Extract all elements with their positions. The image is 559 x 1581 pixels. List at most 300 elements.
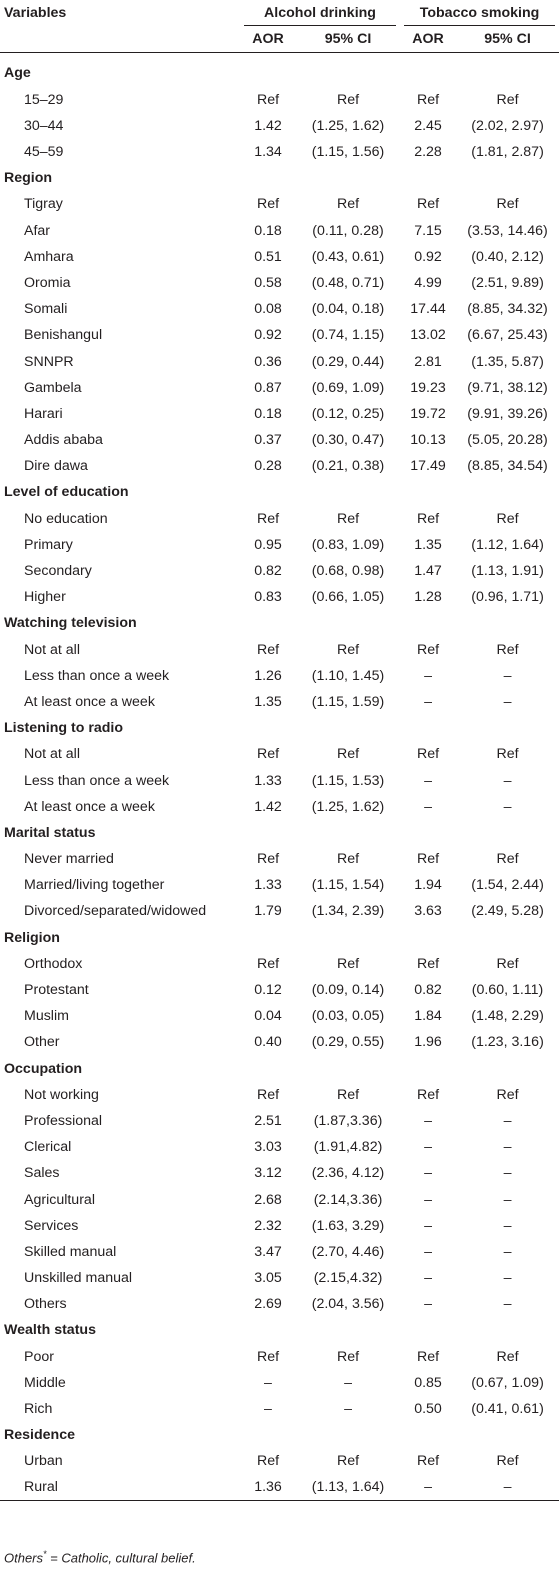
tobacco-ci-cell: (1.54, 2.44) xyxy=(471,877,544,894)
alcohol-ci-cell: (0.69, 1.09) xyxy=(311,379,385,396)
alcohol-ci-cell: Ref xyxy=(336,746,360,763)
tobacco-aor-cell: – xyxy=(424,798,432,815)
alcohol-ci-cell: (0.29, 0.55) xyxy=(311,1034,385,1051)
row-label: Protestant xyxy=(24,982,89,999)
alcohol-ci-cell: (0.11, 0.28) xyxy=(312,222,384,239)
alcohol-aor-cell: – xyxy=(264,1401,272,1418)
tobacco-aor-cell: – xyxy=(424,1270,432,1287)
table-row xyxy=(0,1134,559,1160)
tobacco-ci-cell: (5.05, 20.28) xyxy=(467,432,548,449)
category-label: Wealth status xyxy=(4,1322,96,1339)
row-label: Gambela xyxy=(24,379,82,396)
tobacco-aor-cell: Ref xyxy=(416,1086,440,1103)
row-label: Muslim xyxy=(24,1008,69,1025)
tobacco-ci-cell: (3.53, 14.46) xyxy=(467,222,548,239)
table-row xyxy=(0,1448,559,1474)
tobacco-ci-cell: – xyxy=(503,1243,512,1260)
tobacco-aor-cell: 2.45 xyxy=(414,117,442,134)
table-row xyxy=(0,87,559,113)
table-row xyxy=(0,1160,559,1186)
tobacco-ci-cell: – xyxy=(503,1191,512,1208)
tobacco-ci-cell: Ref xyxy=(496,955,519,972)
alcohol-aor-cell: 1.34 xyxy=(254,144,282,161)
alcohol-ci-cell: (0.29, 0.44) xyxy=(311,353,385,370)
row-label: Amhara xyxy=(24,248,74,265)
tobacco-aor-cell: 0.85 xyxy=(414,1374,442,1391)
alcohol-aor-cell: 0.37 xyxy=(254,432,282,449)
alcohol-aor-cell: 1.42 xyxy=(254,798,282,815)
row-label: Orthodox xyxy=(24,955,83,972)
row-label: Middle xyxy=(24,1374,66,1391)
table-row xyxy=(0,741,559,767)
tobacco-ci-cell: Ref xyxy=(496,746,519,763)
table-row xyxy=(0,1003,559,1029)
category-label: Occupation xyxy=(4,1060,83,1077)
table-row xyxy=(0,663,559,689)
alcohol-aor-cell: 2.68 xyxy=(254,1191,282,1208)
category-row xyxy=(0,1317,559,1343)
footnote-text: = Catholic, cultural belief. xyxy=(46,1550,196,1566)
table-row xyxy=(0,1291,559,1317)
tobacco-aor-cell: 13.02 xyxy=(410,327,446,344)
alcohol-ci-cell: Ref xyxy=(336,851,360,868)
alcohol-ci-cell: (1.87,3.36) xyxy=(313,1112,383,1129)
tobacco-ci-cell: – xyxy=(503,1479,512,1496)
tobacco-ci-cell: Ref xyxy=(496,510,519,527)
alcohol-aor-cell: 1.35 xyxy=(254,693,282,710)
category-row xyxy=(0,610,559,636)
row-label: Dire dawa xyxy=(24,458,88,475)
category-row xyxy=(0,715,559,741)
table-row xyxy=(0,427,559,453)
table-row xyxy=(0,689,559,715)
tobacco-aor-cell: 10.13 xyxy=(410,432,446,449)
tobacco-ci-cell: Ref xyxy=(496,641,519,658)
tobacco-ci-cell: (1.13, 1.91) xyxy=(471,563,544,580)
tobacco-aor-header: AOR xyxy=(412,31,444,48)
variables-header: Variables xyxy=(4,5,67,22)
row-label: Rich xyxy=(24,1401,53,1418)
tobacco-ci-cell: (8.85, 34.32) xyxy=(467,301,548,318)
alcohol-aor-cell: 0.92 xyxy=(254,327,282,344)
table-row xyxy=(0,1029,559,1055)
alcohol-ci-cell: (1.63, 3.29) xyxy=(311,1217,385,1234)
table-row xyxy=(0,296,559,322)
table-row xyxy=(0,1186,559,1212)
tobacco-aor-cell: 1.47 xyxy=(414,563,442,580)
tobacco-ci-cell: (2.02, 2.97) xyxy=(471,117,544,134)
alcohol-aor-cell: 2.69 xyxy=(254,1296,282,1313)
tobacco-aor-cell: Ref xyxy=(416,196,440,213)
alcohol-aor-cell: Ref xyxy=(256,510,280,527)
alcohol-ci-cell: Ref xyxy=(336,1348,360,1365)
alcohol-aor-cell: 0.12 xyxy=(254,982,282,999)
tobacco-aor-cell: 19.23 xyxy=(410,379,446,396)
table-row xyxy=(0,1370,559,1396)
alcohol-aor-cell: 2.51 xyxy=(254,1112,282,1129)
row-label: Higher xyxy=(24,589,66,606)
table-row xyxy=(0,872,559,898)
alcohol-drinking-header xyxy=(240,0,400,26)
row-label: Urban xyxy=(24,1453,63,1470)
tobacco-ci-cell: – xyxy=(503,667,512,684)
tobacco-ci-cell: – xyxy=(503,693,512,710)
alcohol-aor-cell: 0.51 xyxy=(254,248,282,265)
alcohol-aor-cell: 0.36 xyxy=(254,353,282,370)
alcohol-ci-cell: (0.04, 0.18) xyxy=(311,301,385,318)
tobacco-ci-cell: – xyxy=(503,1296,512,1313)
alcohol-aor-cell: 0.95 xyxy=(254,536,282,553)
alcohol-aor-cell: 1.36 xyxy=(254,1479,282,1496)
table-row xyxy=(0,348,559,374)
tobacco-ci-cell: (0.67, 1.09) xyxy=(471,1374,544,1391)
alcohol-aor-cell: 0.28 xyxy=(254,458,282,475)
row-label: Sales xyxy=(24,1165,60,1182)
alcohol-drinking-label: Alcohol drinking xyxy=(244,1,396,26)
row-label: Rural xyxy=(24,1479,58,1496)
tobacco-aor-cell: Ref xyxy=(416,955,440,972)
alcohol-ci-cell: (2.70, 4.46) xyxy=(311,1243,385,1260)
row-label: 30–44 xyxy=(24,117,64,134)
tobacco-aor-cell: – xyxy=(424,1296,432,1313)
table-row xyxy=(0,270,559,296)
row-label: SNNPR xyxy=(24,353,74,370)
tobacco-aor-cell: Ref xyxy=(416,91,440,108)
tobacco-ci-cell: (1.12, 1.64) xyxy=(471,536,544,553)
alcohol-ci-cell: (2.14,3.36) xyxy=(313,1191,383,1208)
alcohol-aor-cell: Ref xyxy=(256,1086,280,1103)
alcohol-aor-cell: 3.47 xyxy=(254,1243,282,1260)
alcohol-ci-cell: (1.13, 1.64) xyxy=(311,1479,385,1496)
table-row xyxy=(0,218,559,244)
alcohol-aor-cell: 1.33 xyxy=(254,772,282,789)
table-row xyxy=(0,637,559,663)
tobacco-ci-cell: (1.81, 2.87) xyxy=(471,144,544,161)
alcohol-aor-cell: 1.33 xyxy=(254,877,282,894)
row-label: Skilled manual xyxy=(24,1243,117,1260)
alcohol-aor-cell: 0.82 xyxy=(254,563,282,580)
alcohol-ci-cell: (1.91,4.82) xyxy=(313,1139,383,1156)
table-row xyxy=(0,1396,559,1422)
table-row xyxy=(0,1239,559,1265)
tobacco-aor-cell: 1.84 xyxy=(414,1008,442,1025)
alcohol-ci-cell: Ref xyxy=(336,91,360,108)
category-row xyxy=(0,479,559,505)
table-row xyxy=(0,767,559,793)
tobacco-aor-cell: 17.44 xyxy=(410,301,446,318)
header-row-groups xyxy=(0,0,559,26)
row-label: No education xyxy=(24,510,108,527)
tobacco-aor-cell: – xyxy=(424,1479,432,1496)
tobacco-ci-cell: (8.85, 34.54) xyxy=(467,458,548,475)
tobacco-aor-cell: – xyxy=(424,667,432,684)
alcohol-aor-cell: – xyxy=(264,1374,272,1391)
alcohol-aor-cell: 1.26 xyxy=(254,667,282,684)
table-header xyxy=(0,0,559,60)
footnote-mark: * xyxy=(43,1549,47,1559)
tobacco-aor-cell: 2.81 xyxy=(414,353,442,370)
alcohol-ci-cell: (1.15, 1.53) xyxy=(311,772,385,789)
alcohol-ci-cell: Ref xyxy=(336,510,360,527)
table-row xyxy=(0,1213,559,1239)
table-row xyxy=(0,898,559,924)
tobacco-smoking-label: Tobacco smoking xyxy=(404,1,555,26)
tobacco-ci-cell: Ref xyxy=(496,196,519,213)
category-label: Age xyxy=(4,65,31,82)
alcohol-ci-header: 95% CI xyxy=(324,31,372,48)
tobacco-aor-cell: 4.99 xyxy=(414,274,442,291)
alcohol-aor-cell: 0.18 xyxy=(254,222,282,239)
alcohol-aor-cell: 0.18 xyxy=(254,405,282,422)
table-row xyxy=(0,322,559,348)
row-label: Primary xyxy=(24,536,73,553)
alcohol-ci-cell: (1.34, 2.39) xyxy=(311,903,385,920)
tobacco-ci-cell: Ref xyxy=(496,1348,519,1365)
category-label: Listening to radio xyxy=(4,720,124,737)
tobacco-ci-cell: (1.35, 5.87) xyxy=(471,353,544,370)
category-label: Region xyxy=(4,170,53,187)
category-row xyxy=(0,165,559,191)
tobacco-ci-cell: (0.41, 0.61) xyxy=(471,1401,544,1418)
tobacco-aor-cell: 1.28 xyxy=(414,589,442,606)
alcohol-aor-cell: 2.32 xyxy=(254,1217,282,1234)
tobacco-ci-cell: (2.49, 5.28) xyxy=(471,903,544,920)
alcohol-aor-cell: Ref xyxy=(256,955,280,972)
table-footnote xyxy=(4,1549,196,1565)
tobacco-aor-cell: 19.72 xyxy=(410,405,446,422)
tobacco-ci-cell: (9.71, 38.12) xyxy=(467,379,548,396)
alcohol-aor-cell: 1.42 xyxy=(254,117,282,134)
tobacco-aor-cell: Ref xyxy=(416,1348,440,1365)
table-row xyxy=(0,846,559,872)
tobacco-aor-cell: – xyxy=(424,1112,432,1129)
alcohol-ci-cell: Ref xyxy=(336,641,360,658)
alcohol-aor-cell: Ref xyxy=(256,196,280,213)
tobacco-aor-cell: Ref xyxy=(416,746,440,763)
row-label: Tigray xyxy=(24,196,63,213)
tobacco-ci-cell: – xyxy=(503,1217,512,1234)
alcohol-aor-cell: 0.08 xyxy=(254,301,282,318)
alcohol-aor-cell: 0.83 xyxy=(254,589,282,606)
tobacco-ci-cell: (0.40, 2.12) xyxy=(471,248,544,265)
alcohol-aor-cell: 0.87 xyxy=(254,379,282,396)
alcohol-aor-cell: 3.03 xyxy=(254,1139,282,1156)
table-row xyxy=(0,1108,559,1134)
tobacco-ci-cell: (1.48, 2.29) xyxy=(471,1008,544,1025)
alcohol-aor-cell: 0.58 xyxy=(254,274,282,291)
alcohol-ci-cell: – xyxy=(344,1401,352,1418)
tobacco-ci-cell: (0.96, 1.71) xyxy=(471,589,544,606)
category-row xyxy=(0,820,559,846)
row-label: Others xyxy=(24,1296,67,1313)
category-label: Watching television xyxy=(4,615,137,632)
tobacco-aor-cell: – xyxy=(424,693,432,710)
row-label: Divorced/separated/widowed xyxy=(24,903,207,920)
table-row xyxy=(0,1475,559,1501)
row-label: Not working xyxy=(24,1086,99,1103)
category-label: Marital status xyxy=(4,824,96,841)
table-row xyxy=(0,951,559,977)
tobacco-ci-cell: Ref xyxy=(496,1086,519,1103)
tobacco-aor-cell: 2.28 xyxy=(414,144,442,161)
alcohol-ci-cell: (0.03, 0.05) xyxy=(311,1008,385,1025)
table-row xyxy=(0,794,559,820)
tobacco-aor-cell: – xyxy=(424,1139,432,1156)
alcohol-ci-cell: (1.10, 1.45) xyxy=(311,667,385,684)
row-label: Professional xyxy=(24,1112,103,1129)
alcohol-ci-cell: (1.25, 1.62) xyxy=(311,798,385,815)
category-label: Residence xyxy=(4,1427,75,1444)
row-label: Secondary xyxy=(24,563,92,580)
alcohol-aor-cell: Ref xyxy=(256,1348,280,1365)
alcohol-aor-cell: Ref xyxy=(256,746,280,763)
row-label: Never married xyxy=(24,851,114,868)
alcohol-ci-cell: (0.43, 0.61) xyxy=(311,248,385,265)
alcohol-ci-cell: (0.30, 0.47) xyxy=(311,432,385,449)
tobacco-smoking-header xyxy=(400,0,559,26)
tobacco-aor-cell: Ref xyxy=(416,510,440,527)
tobacco-aor-cell: Ref xyxy=(416,851,440,868)
tobacco-aor-cell: 1.35 xyxy=(414,536,442,553)
tobacco-aor-cell: 3.63 xyxy=(414,903,442,920)
table-row xyxy=(0,558,559,584)
tobacco-ci-cell: – xyxy=(503,1139,512,1156)
row-label: Married/living together xyxy=(24,877,165,894)
row-label: Unskilled manual xyxy=(24,1270,133,1287)
row-label: Agricultural xyxy=(24,1191,95,1208)
category-row xyxy=(0,1056,559,1082)
alcohol-aor-header: AOR xyxy=(252,31,284,48)
table-row xyxy=(0,506,559,532)
table-row xyxy=(0,532,559,558)
alcohol-ci-cell: (0.09, 0.14) xyxy=(311,982,385,999)
alcohol-ci-cell: (2.04, 3.56) xyxy=(311,1296,385,1313)
tobacco-ci-cell: – xyxy=(503,1165,512,1182)
tobacco-aor-cell: – xyxy=(424,1243,432,1260)
table-row xyxy=(0,191,559,217)
category-row xyxy=(0,60,559,86)
alcohol-ci-cell: Ref xyxy=(336,1086,360,1103)
table-row xyxy=(0,139,559,165)
alcohol-ci-cell: Ref xyxy=(336,955,360,972)
alcohol-aor-cell: 3.12 xyxy=(254,1165,282,1182)
table-row xyxy=(0,1082,559,1108)
tobacco-aor-cell: – xyxy=(424,1191,432,1208)
row-label: Afar xyxy=(24,222,51,239)
alcohol-ci-cell: (1.15, 1.54) xyxy=(311,877,385,894)
row-label: Other xyxy=(24,1034,60,1051)
tobacco-aor-cell: 1.94 xyxy=(414,877,442,894)
tobacco-ci-cell: Ref xyxy=(496,851,519,868)
tobacco-ci-cell: – xyxy=(503,1270,512,1287)
tobacco-aor-cell: Ref xyxy=(416,1453,440,1470)
table-row xyxy=(0,375,559,401)
row-label: Not at all xyxy=(24,641,80,658)
tobacco-ci-cell: Ref xyxy=(496,91,519,108)
alcohol-ci-cell: Ref xyxy=(336,196,360,213)
row-label: At least once a week xyxy=(24,798,155,815)
tobacco-aor-cell: – xyxy=(424,772,432,789)
alcohol-aor-cell: Ref xyxy=(256,1453,280,1470)
header-spacer xyxy=(0,26,240,52)
tobacco-ci-cell: (1.23, 3.16) xyxy=(471,1034,544,1051)
table-row xyxy=(0,1344,559,1370)
tobacco-aor-cell: – xyxy=(424,1165,432,1182)
row-label: Less than once a week xyxy=(24,667,170,684)
alcohol-ci-cell: (2.36, 4.12) xyxy=(311,1165,385,1182)
table-row xyxy=(0,1265,559,1291)
table-row xyxy=(0,584,559,610)
category-label: Religion xyxy=(4,929,60,946)
row-label: 15–29 xyxy=(24,91,64,108)
tobacco-aor-cell: 7.15 xyxy=(414,222,442,239)
category-label: Level of education xyxy=(4,484,129,501)
alcohol-ci-cell: (2.15,4.32) xyxy=(313,1270,383,1287)
row-label: Somali xyxy=(24,301,68,318)
alcohol-ci-cell: (0.21, 0.38) xyxy=(311,458,385,475)
header-row-measures xyxy=(0,26,559,52)
alcohol-ci-cell: (0.68, 0.98) xyxy=(311,563,385,580)
tobacco-ci-cell: (6.67, 25.43) xyxy=(467,327,548,344)
alcohol-ci-cell: – xyxy=(344,1374,352,1391)
tobacco-aor-cell: – xyxy=(424,1217,432,1234)
tobacco-ci-cell: – xyxy=(503,772,512,789)
tobacco-aor-cell: 1.96 xyxy=(414,1034,442,1051)
tobacco-ci-header: 95% CI xyxy=(484,31,531,48)
table-row xyxy=(0,977,559,1003)
alcohol-ci-cell: (0.74, 1.15) xyxy=(311,327,385,344)
table-row xyxy=(0,453,559,479)
table-body xyxy=(0,60,559,1500)
category-row xyxy=(0,925,559,951)
row-label: Services xyxy=(24,1217,79,1234)
tobacco-ci-cell: – xyxy=(503,1112,512,1129)
tobacco-ci-cell: Ref xyxy=(496,1453,519,1470)
row-label: Benishangul xyxy=(24,327,103,344)
row-label: At least once a week xyxy=(24,693,155,710)
alcohol-aor-cell: 3.05 xyxy=(254,1270,282,1287)
tobacco-ci-cell: (2.51, 9.89) xyxy=(471,274,544,291)
tobacco-ci-cell: (0.60, 1.11) xyxy=(471,982,544,999)
header-gap xyxy=(0,52,559,60)
alcohol-aor-cell: Ref xyxy=(256,641,280,658)
table-row xyxy=(0,401,559,427)
tobacco-ci-cell: – xyxy=(503,798,512,815)
alcohol-ci-cell: Ref xyxy=(336,1453,360,1470)
alcohol-ci-cell: (0.12, 0.25) xyxy=(311,405,385,422)
alcohol-ci-cell: (1.15, 1.59) xyxy=(311,693,385,710)
footnote-term: Others xyxy=(4,1550,44,1566)
row-label: Clerical xyxy=(24,1139,72,1156)
tobacco-aor-cell: Ref xyxy=(416,641,440,658)
tobacco-aor-cell: 0.50 xyxy=(414,1401,442,1418)
row-label: 45–59 xyxy=(24,144,64,161)
alcohol-ci-cell: (0.66, 1.05) xyxy=(311,589,385,606)
alcohol-ci-cell: (1.15, 1.56) xyxy=(311,144,385,161)
tobacco-aor-cell: 0.92 xyxy=(414,248,442,265)
row-label: Addis ababa xyxy=(24,432,103,449)
alcohol-ci-cell: (1.25, 1.62) xyxy=(311,117,385,134)
alcohol-aor-cell: Ref xyxy=(256,851,280,868)
alcohol-ci-cell: (0.48, 0.71) xyxy=(311,274,385,291)
category-row xyxy=(0,1422,559,1448)
alcohol-ci-cell: (0.83, 1.09) xyxy=(311,536,385,553)
alcohol-aor-cell: 0.04 xyxy=(254,1008,282,1025)
tobacco-aor-cell: 0.82 xyxy=(414,982,442,999)
table-row xyxy=(0,113,559,139)
row-label: Less than once a week xyxy=(24,772,170,789)
tobacco-ci-cell: (9.91, 39.26) xyxy=(467,405,548,422)
